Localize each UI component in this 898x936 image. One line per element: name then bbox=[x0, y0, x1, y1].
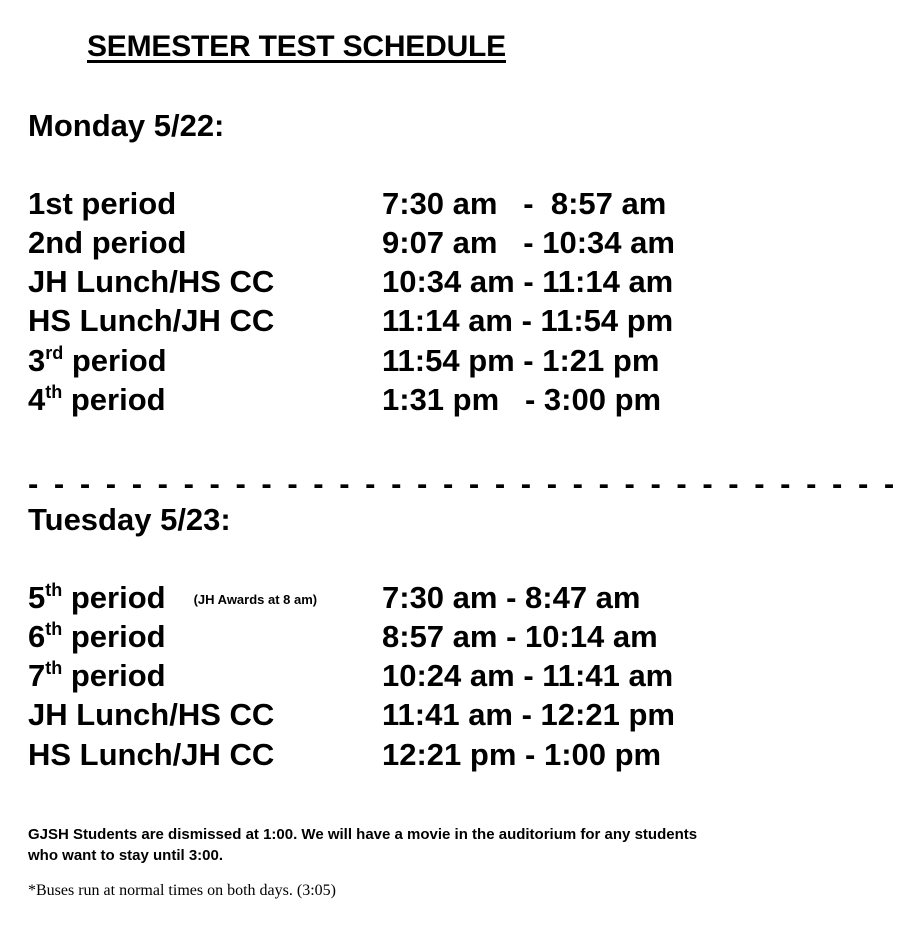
schedule-row bbox=[28, 264, 728, 304]
period-time: 11:41 am - 12:21 pm bbox=[382, 697, 675, 732]
page-title: SEMESTER TEST SCHEDULE bbox=[87, 30, 506, 63]
period-time: 11:54 pm - 1:21 pm bbox=[382, 343, 660, 378]
period-label: 5th period (JH Awards at 8 am) bbox=[28, 580, 318, 615]
monday-heading: Monday 5/22: bbox=[28, 108, 225, 143]
schedule-row bbox=[28, 697, 728, 737]
schedule-row bbox=[28, 580, 728, 620]
period-label: 6th period bbox=[28, 619, 166, 654]
schedule-row bbox=[28, 225, 728, 265]
period-time: 10:24 am - 11:41 am bbox=[382, 658, 674, 693]
schedule-row bbox=[28, 186, 728, 226]
schedule-row bbox=[28, 658, 728, 698]
period-label: HS Lunch/JH CC bbox=[28, 737, 275, 772]
period-label: 3rd period bbox=[28, 343, 167, 378]
schedule-row bbox=[28, 737, 728, 777]
period-time: 12:21 pm - 1:00 pm bbox=[382, 737, 662, 772]
awards-note: (JH Awards at 8 am) bbox=[193, 592, 318, 607]
period-label: HS Lunch/JH CC bbox=[28, 303, 275, 338]
period-label: 4th period bbox=[28, 382, 166, 417]
tuesday-heading: Tuesday 5/23: bbox=[28, 502, 231, 537]
buses-note: *Buses run at normal times on both days. (3:05) bbox=[28, 882, 336, 899]
schedule-row bbox=[28, 382, 728, 422]
period-time: 10:34 am - 11:14 am bbox=[382, 264, 674, 299]
section-divider: - - - - - - - - - - - - - - - - - - - - - - - - - - - - - - - - - - bbox=[28, 466, 898, 501]
period-label: JH Lunch/HS CC bbox=[28, 697, 275, 732]
period-label: 2nd period bbox=[28, 225, 187, 260]
dismissal-note: GJSH Students are dismissed at 1:00. We will have a movie in the auditorium for any students who want to stay until 3:00. bbox=[28, 826, 698, 864]
schedule-row bbox=[28, 343, 728, 383]
period-time: 8:57 am - 10:14 am bbox=[382, 619, 658, 654]
period-time: 9:07 am - 10:34 am bbox=[382, 225, 675, 260]
period-label: JH Lunch/HS CC bbox=[28, 264, 275, 299]
period-time: 7:30 am - 8:47 am bbox=[382, 580, 641, 615]
period-label: 7th period bbox=[28, 658, 166, 693]
schedule-row bbox=[28, 303, 728, 343]
period-time: 1:31 pm - 3:00 pm bbox=[382, 382, 662, 417]
period-time: 7:30 am - 8:57 am bbox=[382, 186, 667, 221]
schedule-row bbox=[28, 619, 728, 659]
period-time: 11:14 am - 11:54 pm bbox=[382, 303, 674, 338]
period-label: 1st period bbox=[28, 186, 177, 221]
